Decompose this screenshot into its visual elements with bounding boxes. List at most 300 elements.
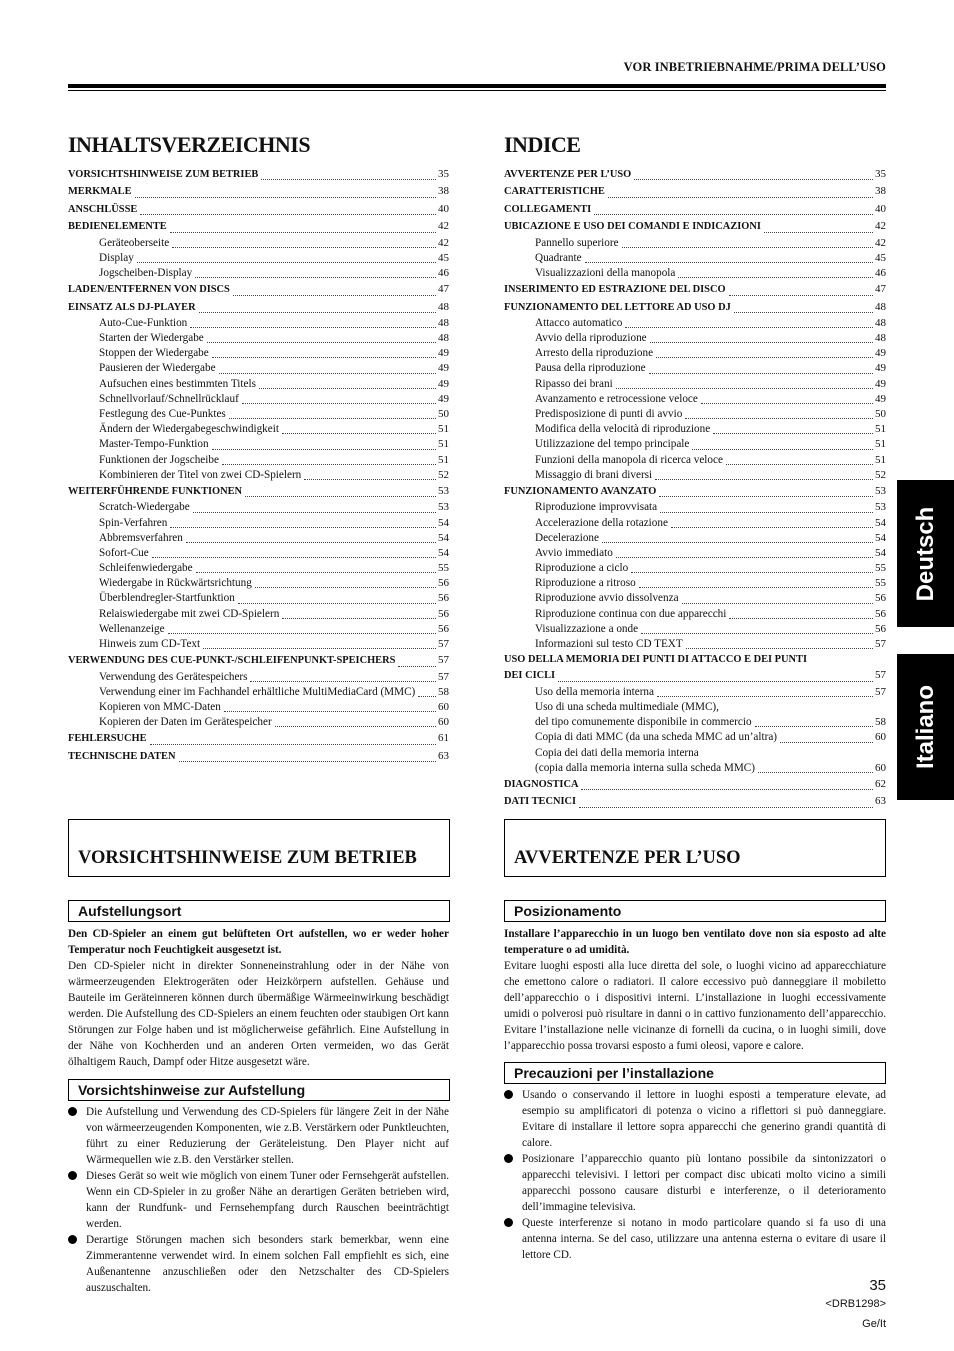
paragraph-aufstellungsort: [68, 926, 449, 1070]
toc-dot-leader: [660, 512, 873, 513]
toc-dot-leader: [686, 648, 873, 649]
toc-dot-leader: [135, 197, 437, 198]
toc-dot-leader: [641, 633, 873, 634]
toc-dot-leader: [304, 479, 436, 480]
toc-entry-page: 58: [438, 685, 449, 698]
toc-entry: [504, 500, 886, 515]
toc-entry-title: FUNZIONAMENTO DEL LETTORE AD USO DJ: [504, 301, 731, 313]
toc-entry: [504, 236, 886, 251]
toc-dot-leader: [190, 327, 436, 328]
toc-entry-page: 51: [438, 438, 449, 451]
toc-entry-title: Hinweis zum CD-Text: [99, 638, 201, 651]
toc-dot-leader: [713, 433, 873, 434]
toc-entry-title: Überblendregler-Startfunktion: [99, 592, 235, 605]
toc-dot-leader: [671, 527, 873, 528]
toc-dot-leader: [261, 179, 436, 180]
toc-entry-title: FUNZIONAMENTO AVANZATO: [504, 485, 657, 497]
bullet-list-german: [68, 1104, 449, 1296]
bullet-item: [68, 1168, 449, 1232]
toc-entry: [504, 761, 886, 776]
toc-entry-title: ANSCHLÜSSE: [68, 203, 138, 215]
toc-entry-title: Accelerazione della rotazione: [535, 516, 668, 529]
toc-entry-title: Utilizzazione del tempo principale: [535, 438, 690, 451]
toc-entry-title: Schnellvorlauf/Schnellrücklauf: [99, 392, 239, 405]
toc-entry-page: 48: [438, 300, 449, 313]
toc-entry-page: 58: [875, 716, 886, 729]
toc-entry-page: 54: [875, 531, 886, 544]
toc-entry-page: 57: [875, 669, 886, 682]
toc-entry: [504, 776, 886, 793]
toc-german-title: INHALTSVERZEICHNIS: [68, 132, 311, 157]
toc-entry-page: 56: [438, 577, 449, 590]
toc-entry: [504, 622, 886, 637]
toc-entry-page: 49: [438, 347, 449, 360]
bullet-text: Derartige Störungen machen sich besonders stark bemerkbar, wenn eine Zimmerantenne verwendet wird. In einem solchen Fall empfiehlt es sich, eine Außenantenne anzuschließen oder den Netzschalter des CD-Spielers auszuschalten.: [86, 1234, 449, 1294]
toc-entry-page: 50: [875, 408, 886, 421]
toc-entry-page: 56: [875, 592, 886, 605]
toc-entry-title: Schleifenwiedergabe: [99, 562, 193, 575]
toc-entry-title: Pannello superiore: [535, 236, 619, 249]
toc-entry: [68, 392, 449, 407]
toc-entry-title: Informazioni sul testo CD TEXT: [535, 638, 683, 651]
toc-entry-title: Jogscheiben-Display: [99, 266, 193, 279]
toc-entry-page: 38: [438, 185, 449, 198]
toc-dot-leader: [238, 603, 436, 604]
toc-dot-leader: [726, 464, 873, 465]
toc-entry: [68, 299, 449, 316]
toc-entry: [504, 346, 886, 361]
toc-entry-title: Missaggio di brani diversi: [535, 468, 653, 481]
toc-entry-title: Uso della memoria interna: [535, 685, 654, 698]
toc-entry-page: 47: [875, 283, 886, 296]
toc-dot-leader: [657, 696, 873, 697]
toc-entry: [504, 730, 886, 745]
toc-entry-page: 57: [438, 638, 449, 651]
toc-dot-leader: [195, 277, 436, 278]
toc-entry-page: 51: [875, 453, 886, 466]
subheading-vorsichtshinweise: Vorsichtshinweise zur Aufstellung: [68, 1079, 450, 1101]
toc-entry-title: Visualizzazione a onde: [535, 622, 639, 635]
toc-entry-page: 49: [438, 377, 449, 390]
toc-entry-title: Predisposizione di punti di avvio: [535, 408, 683, 421]
toc-entry-title: Funktionen der Jogscheibe: [99, 453, 219, 466]
toc-entry-title: Aufsuchen eines bestimmten Titels: [99, 377, 256, 390]
toc-entry-title: Quadrante: [535, 251, 582, 264]
toc-entry-title: Riproduzione a ciclo: [535, 562, 629, 575]
toc-entry: [504, 793, 886, 810]
toc-entry: [68, 377, 449, 392]
header-rule-thin: [68, 90, 886, 91]
toc-entry: [68, 700, 449, 715]
toc-entry-page: 54: [875, 516, 886, 529]
toc-entry-page: 48: [875, 332, 886, 345]
toc-entry-title: BEDIENELEMENTE: [68, 221, 167, 233]
toc-dot-leader: [224, 711, 436, 712]
toc-entry-title: Ändern der Wiedergabegeschwindigkeit: [99, 423, 279, 436]
toc-entry-title: TECHNISCHE DATEN: [68, 750, 176, 762]
toc-entry-page: 49: [875, 362, 886, 375]
toc-dot-leader: [558, 681, 873, 682]
toc-entry-page: 42: [875, 236, 886, 249]
toc-entry: [68, 407, 449, 422]
toc-dot-leader: [222, 464, 436, 465]
bullet-item: [504, 1087, 886, 1151]
toc-entry-title: Pausieren der Wiedergabe: [99, 362, 216, 375]
toc-entry-title: Festlegung des Cue-Punktes: [99, 408, 226, 421]
paragraph-aufstellungsort-lead: Den CD-Spieler an einem gut belüfteten Ort aufstellen, wo er weder hoher Temperatur noch Feuchtigkeit ausgesetzt ist.: [68, 928, 449, 956]
bullet-icon: [68, 1235, 77, 1244]
toc-entry-page: 55: [875, 562, 886, 575]
toc-entry: [68, 730, 449, 747]
toc-entry: [504, 316, 886, 331]
toc-entry: [504, 700, 886, 715]
toc-entry-title: UBICAZIONE E USO DEI COMANDI E INDICAZIONI: [504, 221, 761, 233]
toc-entry: [504, 218, 886, 235]
toc-entry-page: 54: [438, 546, 449, 559]
bullet-text: Usando o conservando il lettore in luoghi esposti a temperature elevate, ad esempio su amplificatori di potenza o vicino a riflettori si può danneggiare. Evitare di installare il lettore sopra apparecchi che generino grandi quantità di calore.: [522, 1089, 886, 1149]
toc-entry-page: 57: [875, 638, 886, 651]
toc-entry-page: 55: [438, 562, 449, 575]
subheading-precauzioni: Precauzioni per l’installazione: [504, 1062, 886, 1084]
toc-entry: [68, 715, 449, 730]
toc-entry-title: Funzioni della manopola di ricerca veloce: [535, 453, 723, 466]
toc-entry-title: Verwendung des Gerätespeichers: [99, 670, 248, 683]
toc-entry: [504, 576, 886, 591]
toc-entry: [68, 748, 449, 765]
toc-entry-title: Copia di dati MMC (da una scheda MMC ad un’altra): [535, 731, 778, 744]
toc-entry-title: Stoppen der Wiedergabe: [99, 347, 209, 360]
paragraph-aufstellungsort-body: Den CD-Spieler nicht in direkter Sonneneinstrahlung oder in der Nähe von wärmeerzeugenden Elektrogeräten oder Heizkörpern aufstellen. Gehäuse und Bauteile im Geräteinneren können durch übermäßige Wärmeeinwirkung beschädigt werden. Die Aufstellung des CD-Spielers an einem feuchten oder staubigen Ort kann Störungen zur Folge haben und ist möglicherweise gefährlich. Eine Aufstellung in der Nähe von Kochherden und an anderen Orten vermeiden, wo das Gerät ölhaltigem Rauch, Dampf oder Hitze ausgesetzt wäre.: [68, 960, 449, 1068]
toc-entry: [68, 483, 449, 500]
toc-dot-leader: [242, 403, 436, 404]
toc-entry-title: Arresto della riproduzione: [535, 347, 654, 360]
toc-dot-leader: [229, 418, 436, 419]
toc-dot-leader: [616, 557, 873, 558]
toc-entry-title: DIAGNOSTICA: [504, 778, 579, 790]
toc-italian: [504, 132, 886, 811]
toc-entry: [504, 546, 886, 561]
toc-dot-leader: [594, 214, 873, 215]
toc-entry-title: Uso di una scheda multimediale (MMC),: [535, 700, 719, 713]
toc-entry-page: 46: [875, 266, 886, 279]
toc-entry-page: 57: [438, 654, 449, 667]
toc-entry-title: Avvio immediato: [535, 546, 613, 559]
toc-entry-title: DATI TECNICI: [504, 796, 577, 808]
toc-entry-title: Kopieren von MMC-Daten: [99, 700, 221, 713]
toc-entry-title: Avanzamento e retrocessione veloce: [535, 392, 698, 405]
toc-entry: [68, 218, 449, 235]
toc-entry: [68, 281, 449, 298]
toc-dot-leader: [639, 587, 873, 588]
toc-entry-title: del tipo comunemente disponibile in commercio: [535, 716, 752, 729]
toc-entry-page: 42: [438, 220, 449, 233]
toc-entry: [68, 531, 449, 546]
paragraph-posizionamento-lead: Installare l’apparecchio in un luogo ben ventilato dove non sia esposto ad alte temperature o ad umidità.: [504, 928, 886, 956]
toc-dot-leader: [255, 587, 436, 588]
toc-dot-leader: [755, 726, 873, 727]
toc-entry: [504, 183, 886, 200]
toc-entry-title: COLLEGAMENTI: [504, 203, 592, 215]
toc-dot-leader: [150, 744, 436, 745]
toc-entry: [504, 453, 886, 468]
toc-entry-page: 42: [438, 236, 449, 249]
toc-entry-title: Modifica della velocità di riproduzione: [535, 423, 711, 436]
tab-italiano: [897, 654, 954, 800]
toc-entry-title: Verwendung einer im Fachhandel erhältliche MultiMediaCard (MMC): [99, 685, 416, 698]
toc-entry-page: 38: [875, 185, 886, 198]
toc-dot-leader: [170, 527, 436, 528]
toc-entry: [68, 266, 449, 281]
toc-entry-page: 48: [875, 316, 886, 329]
toc-entry-page: 56: [438, 592, 449, 605]
toc-entry-page: 57: [438, 670, 449, 683]
section-title-german: VORSICHTSHINWEISE ZUM BETRIEB: [68, 819, 450, 877]
toc-italian-list: [504, 166, 886, 811]
toc-entry-page: 42: [875, 220, 886, 233]
toc-entry-title: DEI CICLI: [504, 670, 556, 682]
toc-entry-title: Pausa della riproduzione: [535, 362, 646, 375]
toc-entry: [68, 500, 449, 515]
toc-dot-leader: [602, 542, 873, 543]
toc-dot-leader: [734, 312, 873, 313]
tab-deutsch: [897, 480, 954, 627]
toc-entry-title: (copia dalla memoria interna sulla scheda MMC): [535, 761, 755, 774]
toc-entry: [504, 591, 886, 606]
toc-entry: [504, 299, 886, 316]
toc-italian-title: INDICE: [504, 132, 581, 157]
toc-entry: [68, 251, 449, 266]
bullet-text: Posizionare l’apparecchio quanto più lontano possibile da sintonizzatori o apparecchi televisivi. I lettori per compact disc ubicati molto vicino a simili apparecchi possono causare disturbi e interferenze, o il deterioramento dell’immagine televisiva.: [522, 1153, 886, 1213]
toc-entry-title: Starten der Wiedergabe: [99, 332, 204, 345]
toc-dot-leader: [168, 633, 436, 634]
toc-entry-title: AVVERTENZE PER L’USO: [504, 168, 632, 180]
toc-dot-leader: [701, 403, 873, 404]
toc-dot-leader: [692, 449, 873, 450]
toc-german: [68, 132, 449, 765]
bullet-item: [68, 1232, 449, 1296]
toc-dot-leader: [282, 618, 436, 619]
toc-entry-page: 40: [875, 202, 886, 215]
toc-dot-leader: [650, 342, 873, 343]
toc-dot-leader: [170, 232, 436, 233]
toc-dot-leader: [219, 373, 436, 374]
toc-entry-title: Riproduzione a ritroso: [535, 577, 636, 590]
toc-entry-page: 49: [875, 347, 886, 360]
bullet-item: [504, 1151, 886, 1215]
toc-entry-page: 60: [438, 716, 449, 729]
toc-entry-title: CARATTERISTICHE: [504, 186, 605, 198]
toc-entry-page: 49: [875, 377, 886, 390]
toc-entry-page: 53: [438, 484, 449, 497]
bullet-text: Die Aufstellung und Verwendung des CD-Spielers für längere Zeit in der Nähe von wärmeerzeugenden Komponenten, wie z.B. Verstärkern oder Punktleuchten, führt zu einer Reduzierung der Geräteleistung. Den Player nicht auf Wärmequellen wie z.B. den Verstärker stellen.: [86, 1106, 449, 1166]
toc-entry-title: WEITERFÜHRENDE FUNKTIONEN: [68, 485, 243, 497]
toc-dot-leader: [179, 761, 437, 762]
toc-dot-leader: [616, 388, 873, 389]
toc-entry-page: 51: [875, 423, 886, 436]
subheading-aufstellungsort: Aufstellungsort: [68, 900, 450, 922]
toc-dot-leader: [655, 479, 873, 480]
toc-dot-leader: [140, 214, 436, 215]
toc-entry-page: 45: [875, 251, 886, 264]
toc-entry: [504, 516, 886, 531]
toc-entry: [68, 591, 449, 606]
toc-dot-leader: [631, 572, 873, 573]
toc-dot-leader: [780, 742, 873, 743]
toc-entry-title: Riproduzione improvvisata: [535, 501, 658, 514]
toc-dot-leader: [729, 295, 873, 296]
toc-entry-title: Sofort-Cue: [99, 546, 149, 559]
toc-entry-title: Wiedergabe in Rückwärtsrichtung: [99, 577, 252, 590]
toc-dot-leader: [634, 179, 873, 180]
toc-entry-title: INSERIMENTO ED ESTRAZIONE DEL DISCO: [504, 284, 726, 296]
toc-entry: [68, 670, 449, 685]
toc-dot-leader: [659, 496, 873, 497]
toc-entry: [504, 746, 886, 761]
toc-entry-page: 61: [438, 732, 449, 745]
bullet-text: Dieses Gerät so weit wie möglich von einem Tuner oder Fernsehgerät aufstellen. Wenn ein CD-Spieler in zu großer Nähe an derartigen Geräten betrieben wird, kann der Rundfunk- und Fernsehempfang durch Rauschen beeinträchtigt werden.: [86, 1170, 449, 1230]
toc-entry: [68, 236, 449, 251]
bullet-icon: [504, 1090, 513, 1099]
toc-entry: [504, 422, 886, 437]
toc-entry: [504, 468, 886, 483]
toc-dot-leader: [193, 512, 436, 513]
toc-entry-page: 57: [875, 685, 886, 698]
toc-entry-title: Decelerazione: [535, 531, 599, 544]
toc-entry-page: 51: [438, 423, 449, 436]
toc-entry: [68, 316, 449, 331]
toc-entry-page: 49: [438, 362, 449, 375]
subheading-posizionamento: Posizionamento: [504, 900, 886, 922]
toc-entry: [504, 392, 886, 407]
toc-entry-page: 45: [438, 251, 449, 264]
bullet-item: [504, 1215, 886, 1263]
toc-entry: [68, 576, 449, 591]
toc-entry: [68, 607, 449, 622]
toc-dot-leader: [203, 648, 436, 649]
toc-entry-title: MERKMALE: [68, 186, 132, 198]
toc-entry-page: 51: [875, 438, 886, 451]
page-number: 35: [869, 1277, 886, 1294]
toc-dot-leader: [758, 772, 873, 773]
toc-entry: [504, 361, 886, 376]
toc-entry-page: 53: [875, 501, 886, 514]
toc-entry: [68, 166, 449, 183]
toc-entry-title: Riproduzione continua con due apparecchi: [535, 607, 727, 620]
toc-entry-title: Display: [99, 251, 134, 264]
toc-entry-title: Geräteoberseite: [99, 236, 170, 249]
toc-entry-page: 46: [438, 266, 449, 279]
toc-dot-leader: [137, 262, 436, 263]
toc-dot-leader: [678, 277, 873, 278]
bullet-icon: [68, 1107, 77, 1116]
toc-entry-page: 53: [438, 501, 449, 514]
toc-entry: [68, 453, 449, 468]
toc-dot-leader: [579, 807, 873, 808]
bullet-text: Queste interferenze si notano in modo particolare quando si fa uso di una antenna interna. Se del caso, utilizzare una antenna esterna o evitare di usare il lettore CD.: [522, 1217, 886, 1261]
toc-entry-title: Visualizzazioni della manopola: [535, 266, 676, 279]
paragraph-posizionamento: [504, 926, 886, 1054]
toc-entry-title: Avvio della riproduzione: [535, 332, 647, 345]
toc-entry-page: 60: [438, 700, 449, 713]
toc-entry-page: 52: [875, 468, 886, 481]
toc-entry: [68, 516, 449, 531]
toc-entry-page: 53: [875, 484, 886, 497]
tab-italiano-label: Italiano: [911, 684, 939, 770]
toc-entry-page: 48: [438, 332, 449, 345]
toc-entry-title: Auto-Cue-Funktion: [99, 316, 188, 329]
toc-entry-title: Attacco automatico: [535, 316, 623, 329]
toc-entry: [504, 281, 886, 298]
toc-entry: [68, 637, 449, 652]
toc-entry-title: USO DELLA MEMORIA DEI PUNTI DI ATTACCO E DEI PUNTI: [504, 654, 808, 666]
bullet-icon: [504, 1154, 513, 1163]
toc-entry-page: 49: [875, 392, 886, 405]
header-rule-thick: [68, 84, 886, 88]
toc-entry-title: LADEN/ENTFERNEN VON DISCS: [68, 284, 230, 296]
toc-entry-title: Scratch-Wiedergabe: [99, 501, 190, 514]
toc-dot-leader: [233, 295, 436, 296]
toc-entry: [68, 685, 449, 700]
toc-dot-leader: [656, 357, 873, 358]
toc-entry-page: 48: [438, 316, 449, 329]
toc-entry-page: 51: [438, 453, 449, 466]
toc-entry: [68, 346, 449, 361]
section-title-italian: AVVERTENZE PER L’USO: [504, 819, 886, 877]
toc-dot-leader: [398, 666, 436, 667]
toc-entry-page: 56: [875, 622, 886, 635]
toc-entry: [68, 546, 449, 561]
toc-entry-title: Riproduzione avvio dissolvenza: [535, 592, 679, 605]
toc-entry-page: 48: [875, 300, 886, 313]
toc-entry: [504, 483, 886, 500]
toc-entry-page: 63: [875, 795, 886, 808]
toc-entry: [504, 201, 886, 218]
toc-entry: [504, 407, 886, 422]
toc-entry-title: Wellenanzeige: [99, 622, 165, 635]
toc-entry-page: 62: [875, 777, 886, 790]
toc-entry-title: Copia dei dati della memoria interna: [535, 746, 699, 759]
toc-entry-page: 40: [438, 202, 449, 215]
toc-entry-page: 47: [438, 283, 449, 296]
toc-entry-page: 56: [438, 622, 449, 635]
toc-entry-title: Ripasso dei brani: [535, 377, 613, 390]
document-code: <DRB1298>: [825, 1298, 886, 1310]
toc-dot-leader: [196, 572, 436, 573]
toc-dot-leader: [152, 557, 436, 558]
toc-entry-title: Spin-Verfahren: [99, 516, 168, 529]
toc-entry: [68, 331, 449, 346]
toc-dot-leader: [622, 247, 873, 248]
toc-dot-leader: [212, 357, 436, 358]
toc-entry-page: 55: [875, 577, 886, 590]
toc-entry-title: VERWENDUNG DES CUE-PUNKT-/SCHLEIFENPUNKT-SPEICHERS: [68, 655, 396, 667]
toc-entry: [504, 667, 886, 684]
bullet-list-italian: [504, 1087, 886, 1263]
bullet-icon: [68, 1171, 77, 1180]
toc-entry: [504, 331, 886, 346]
toc-dot-leader: [729, 618, 873, 619]
toc-dot-leader: [259, 388, 436, 389]
language-code: Ge/It: [862, 1318, 886, 1330]
toc-entry: [504, 266, 886, 281]
toc-entry-title: Kombinieren der Titel von zwei CD-Spielern: [99, 468, 302, 481]
toc-entry-title: EINSATZ ALS DJ-PLAYER: [68, 301, 196, 313]
toc-entry-page: 56: [438, 607, 449, 620]
toc-dot-leader: [245, 496, 436, 497]
toc-dot-leader: [172, 247, 436, 248]
toc-entry-title: VORSICHTSHINWEISE ZUM BETRIEB: [68, 168, 259, 180]
tab-deutsch-label: Deutsch: [911, 506, 939, 601]
